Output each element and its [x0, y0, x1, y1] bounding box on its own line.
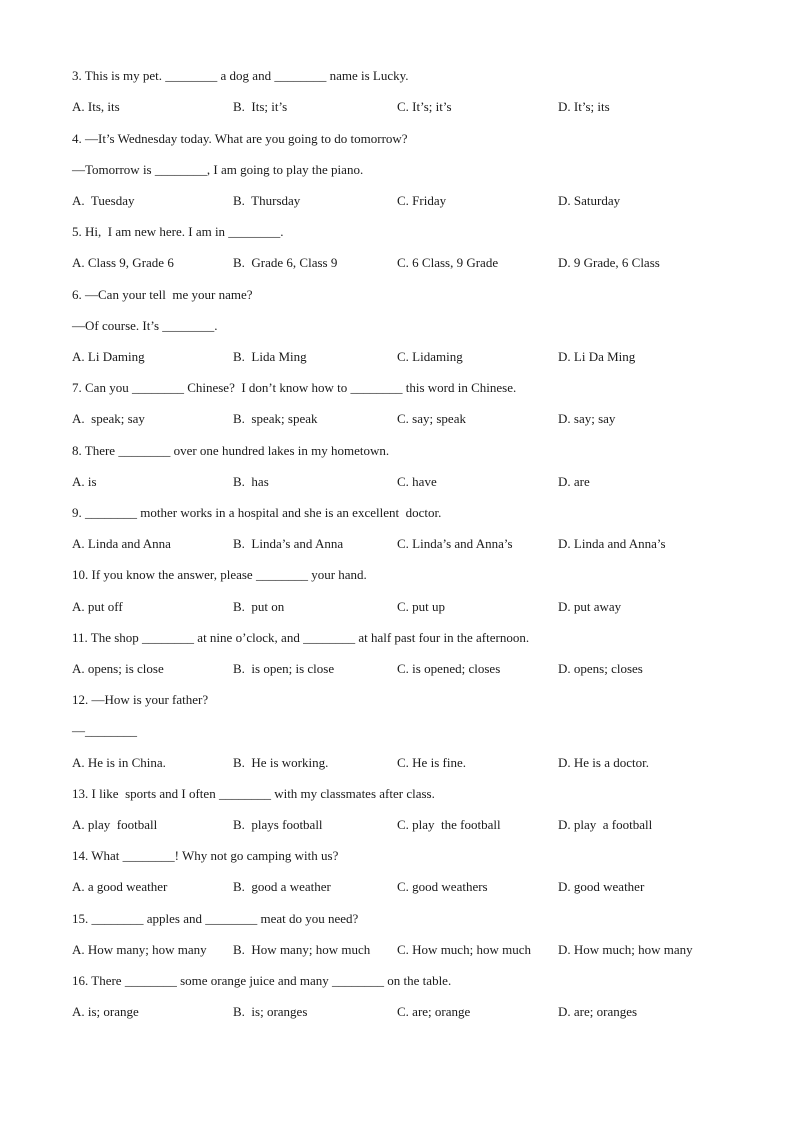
question-11-option-a: A. opens; is close: [72, 661, 164, 676]
question-8-option-a: A. is: [72, 474, 97, 489]
question-5-option-a: A. Class 9, Grade 6: [72, 255, 174, 270]
question-11-option-d: D. opens; closes: [558, 661, 643, 676]
question-7-option-d: D. say; say: [558, 411, 616, 426]
question-7-option-a: A. speak; say: [72, 411, 145, 426]
question-14-option-d: D. good weather: [558, 879, 645, 894]
question-7-stem: 7. Can you ________ Chinese? I don’t know how to ________ this word in Chinese.: [72, 380, 517, 395]
question-16-option-d: D. are; oranges: [558, 1004, 638, 1019]
question-3-option-c: C. It’s; it’s: [397, 99, 452, 114]
question-11-stem: 11. The shop ________ at nine o’clock, and ________ at half past four in the afternoon.: [72, 630, 530, 645]
question-4-option-b: B. Thursday: [233, 193, 301, 208]
question-14-stem: 14. What ________! Why not go camping with us?: [72, 848, 339, 863]
question-3-option-a: A. Its, its: [72, 99, 120, 114]
question-13-stem: 13. I like sports and I often ________ with my classmates after class.: [72, 786, 435, 801]
question-15-option-a: A. How many; how many: [72, 942, 207, 957]
question-15-option-b: B. How many; how much: [233, 942, 371, 957]
question-11-option-c: C. is opened; closes: [397, 661, 501, 676]
question-5-option-d: D. 9 Grade, 6 Class: [558, 255, 660, 270]
question-14-option-b: B. good a weather: [233, 879, 331, 894]
question-9-option-b: B. Linda’s and Anna: [233, 536, 344, 551]
question-6-stem-line-2: —Of course. It’s ________.: [72, 318, 218, 333]
question-16-stem: 16. There ________ some orange juice and many ________ on the table.: [72, 973, 452, 988]
question-4-option-d: D. Saturday: [558, 193, 621, 208]
question-5-option-b: B. Grade 6, Class 9: [233, 255, 338, 270]
question-6-option-c: C. Lidaming: [397, 349, 463, 364]
question-7-option-b: B. speak; speak: [233, 411, 318, 426]
question-16-option-a: A. is; orange: [72, 1004, 139, 1019]
question-12-option-b: B. He is working.: [233, 755, 329, 770]
question-12-option-d: D. He is a doctor.: [558, 755, 649, 770]
question-10-option-d: D. put away: [558, 599, 622, 614]
question-3-stem: 3. This is my pet. ________ a dog and ________ name is Lucky.: [72, 68, 409, 83]
question-4-stem: 4. —It’s Wednesday today. What are you going to do tomorrow?: [72, 131, 408, 146]
question-11-option-b: B. is open; is close: [233, 661, 335, 676]
question-4-option-a: A. Tuesday: [72, 193, 135, 208]
question-5-stem: 5. Hi, I am new here. I am in ________.: [72, 224, 284, 239]
question-8-option-c: C. have: [397, 474, 437, 489]
question-9-option-a: A. Linda and Anna: [72, 536, 171, 551]
question-12-option-a: A. He is in China.: [72, 755, 166, 770]
question-14-option-a: A. a good weather: [72, 879, 168, 894]
question-12-stem: 12. —How is your father?: [72, 692, 209, 707]
question-6-option-b: B. Lida Ming: [233, 349, 307, 364]
question-15-stem: 15. ________ apples and ________ meat do you need?: [72, 911, 359, 926]
question-6-stem: 6. —Can your tell me your name?: [72, 287, 253, 302]
question-9-option-c: C. Linda’s and Anna’s: [397, 536, 513, 551]
question-10-option-a: A. put off: [72, 599, 123, 614]
question-5-option-c: C. 6 Class, 9 Grade: [397, 255, 499, 270]
question-15-option-d: D. How much; how many: [558, 942, 693, 957]
question-3-option-d: D. It’s; its: [558, 99, 610, 114]
question-4-stem-line-2: —Tomorrow is ________, I am going to play the piano.: [72, 162, 364, 177]
question-8-option-b: B. has: [233, 474, 269, 489]
question-7-option-c: C. say; speak: [397, 411, 466, 426]
question-13-option-a: A. play football: [72, 817, 158, 832]
question-12-stem-line-2: —________: [72, 723, 137, 738]
question-16-option-b: B. is; oranges: [233, 1004, 308, 1019]
question-13-option-b: B. plays football: [233, 817, 323, 832]
question-8-option-d: D. are: [558, 474, 590, 489]
question-10-stem: 10. If you know the answer, please ________ your hand.: [72, 567, 367, 582]
question-16-option-c: C. are; orange: [397, 1004, 471, 1019]
question-6-option-d: D. Li Da Ming: [558, 349, 636, 364]
question-9-option-d: D. Linda and Anna’s: [558, 536, 666, 551]
question-15-option-c: C. How much; how much: [397, 942, 531, 957]
question-10-option-c: C. put up: [397, 599, 446, 614]
question-10-option-b: B. put on: [233, 599, 285, 614]
question-12-option-c: C. He is fine.: [397, 755, 466, 770]
question-6-option-a: A. Li Daming: [72, 349, 145, 364]
question-9-stem: 9. ________ mother works in a hospital and she is an excellent doctor.: [72, 505, 442, 520]
question-3-option-b: B. Its; it’s: [233, 99, 288, 114]
question-13-option-d: D. play a football: [558, 817, 653, 832]
question-8-stem: 8. There ________ over one hundred lakes in my hometown.: [72, 443, 390, 458]
question-13-option-c: C. play the football: [397, 817, 501, 832]
question-4-option-c: C. Friday: [397, 193, 447, 208]
question-14-option-c: C. good weathers: [397, 879, 488, 894]
